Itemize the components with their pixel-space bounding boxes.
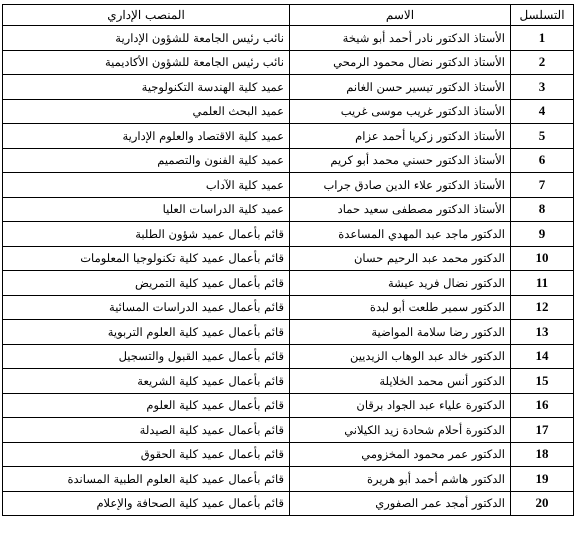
row-name: الأستاذ الدكتور نضال محمود الرمحي: [290, 50, 511, 75]
table-row: [3, 222, 574, 247]
row-position: قائم بأعمال عميد كلية الحقوق: [3, 442, 290, 467]
table-row: [3, 197, 574, 222]
row-serial: 9: [511, 222, 574, 247]
row-serial: 16: [511, 393, 574, 418]
row-serial: 8: [511, 197, 574, 222]
row-position: قائم بأعمال عميد كلية التمريض: [3, 271, 290, 296]
table-row: [3, 295, 574, 320]
row-serial: 14: [511, 344, 574, 369]
table-row: [3, 148, 574, 173]
row-name: الدكتور محمد عبد الرحيم حسان: [290, 246, 511, 271]
header-name: الاسم: [290, 5, 511, 26]
row-serial: 18: [511, 442, 574, 467]
row-position: قائم بأعمال عميد كلية تكنولوجيا المعلومات: [3, 246, 290, 271]
row-position: قائم بأعمال عميد الدراسات المسائية: [3, 295, 290, 320]
table-row: [3, 491, 574, 516]
row-position: عميد البحث العلمي: [3, 99, 290, 124]
header-row: [3, 5, 574, 26]
officials-table: [2, 4, 574, 516]
row-serial: 19: [511, 467, 574, 492]
table-row: [3, 124, 574, 149]
table-row: [3, 393, 574, 418]
row-name: الدكتور أنس محمد الخلايلة: [290, 369, 511, 394]
row-name: الدكتور ماجد عبد المهدي المساعدة: [290, 222, 511, 247]
header-serial: التسلسل: [511, 5, 574, 26]
table-row: [3, 246, 574, 271]
row-serial: 12: [511, 295, 574, 320]
row-serial: 15: [511, 369, 574, 394]
row-serial: 10: [511, 246, 574, 271]
row-position: نائب رئيس الجامعة للشؤون الإدارية: [3, 26, 290, 51]
row-name: الدكتورة علياء عبد الجواد برقان: [290, 393, 511, 418]
row-name: الدكتور أمجد عمر الصفوري: [290, 491, 511, 516]
row-position: قائم بأعمال عميد القبول والتسجيل: [3, 344, 290, 369]
row-position: قائم بأعمال عميد كلية العلوم: [3, 393, 290, 418]
row-serial: 2: [511, 50, 574, 75]
row-position: عميد كلية الفنون والتصميم: [3, 148, 290, 173]
row-name: الدكتور عمر محمود المخزومي: [290, 442, 511, 467]
table-row: [3, 99, 574, 124]
row-name: الأستاذ الدكتور مصطفى سعيد حماد: [290, 197, 511, 222]
row-serial: 20: [511, 491, 574, 516]
header-position: المنصب الإداري: [3, 5, 290, 26]
row-serial: 13: [511, 320, 574, 345]
row-serial: 3: [511, 75, 574, 100]
row-name: الأستاذ الدكتور نادر أحمد أبو شيخة: [290, 26, 511, 51]
table-row: [3, 50, 574, 75]
row-name: الدكتورة أحلام شحادة زيد الكيلاني: [290, 418, 511, 443]
table-row: [3, 271, 574, 296]
row-name: الدكتور سمير طلعت أبو لبدة: [290, 295, 511, 320]
row-serial: 17: [511, 418, 574, 443]
table-row: [3, 442, 574, 467]
row-serial: 11: [511, 271, 574, 296]
table-row: [3, 26, 574, 51]
row-position: قائم بأعمال عميد شؤون الطلبة: [3, 222, 290, 247]
row-position: عميد كلية الهندسة التكنولوجية: [3, 75, 290, 100]
row-position: قائم بأعمال عميد كلية الشريعة: [3, 369, 290, 394]
row-serial: 6: [511, 148, 574, 173]
row-position: قائم بأعمال عميد كلية العلوم الطبية المساندة: [3, 467, 290, 492]
table-row: [3, 344, 574, 369]
row-name: الأستاذ الدكتور تيسير حسن الغانم: [290, 75, 511, 100]
row-name: الأستاذ الدكتور زكريا أحمد عزام: [290, 124, 511, 149]
row-position: قائم بأعمال عميد كلية الصيدلة: [3, 418, 290, 443]
row-name: الدكتور نضال فريد عيشة: [290, 271, 511, 296]
table-row: [3, 467, 574, 492]
table-row: [3, 75, 574, 100]
row-name: الدكتور هاشم أحمد أبو هريرة: [290, 467, 511, 492]
row-serial: 4: [511, 99, 574, 124]
row-name: الدكتور رضا سلامة المواضية: [290, 320, 511, 345]
row-position: قائم بأعمال عميد كلية العلوم التربوية: [3, 320, 290, 345]
row-name: الأستاذ الدكتور علاء الدين صادق جراب: [290, 173, 511, 198]
table-row: [3, 418, 574, 443]
row-position: عميد كلية الاقتصاد والعلوم الإدارية: [3, 124, 290, 149]
row-serial: 7: [511, 173, 574, 198]
row-position: قائم بأعمال عميد كلية الصحافة والإعلام: [3, 491, 290, 516]
row-name: الأستاذ الدكتور غريب موسى غريب: [290, 99, 511, 124]
row-position: عميد كلية الآداب: [3, 173, 290, 198]
row-serial: 1: [511, 26, 574, 51]
row-name: الأستاذ الدكتور حسني محمد أبو كريم: [290, 148, 511, 173]
row-name: الدكتور خالد عبد الوهاب الزيديين: [290, 344, 511, 369]
row-position: نائب رئيس الجامعة للشؤون الأكاديمية: [3, 50, 290, 75]
table-row: [3, 173, 574, 198]
row-position: عميد كلية الدراسات العليا: [3, 197, 290, 222]
table-row: [3, 369, 574, 394]
row-serial: 5: [511, 124, 574, 149]
table-row: [3, 320, 574, 345]
